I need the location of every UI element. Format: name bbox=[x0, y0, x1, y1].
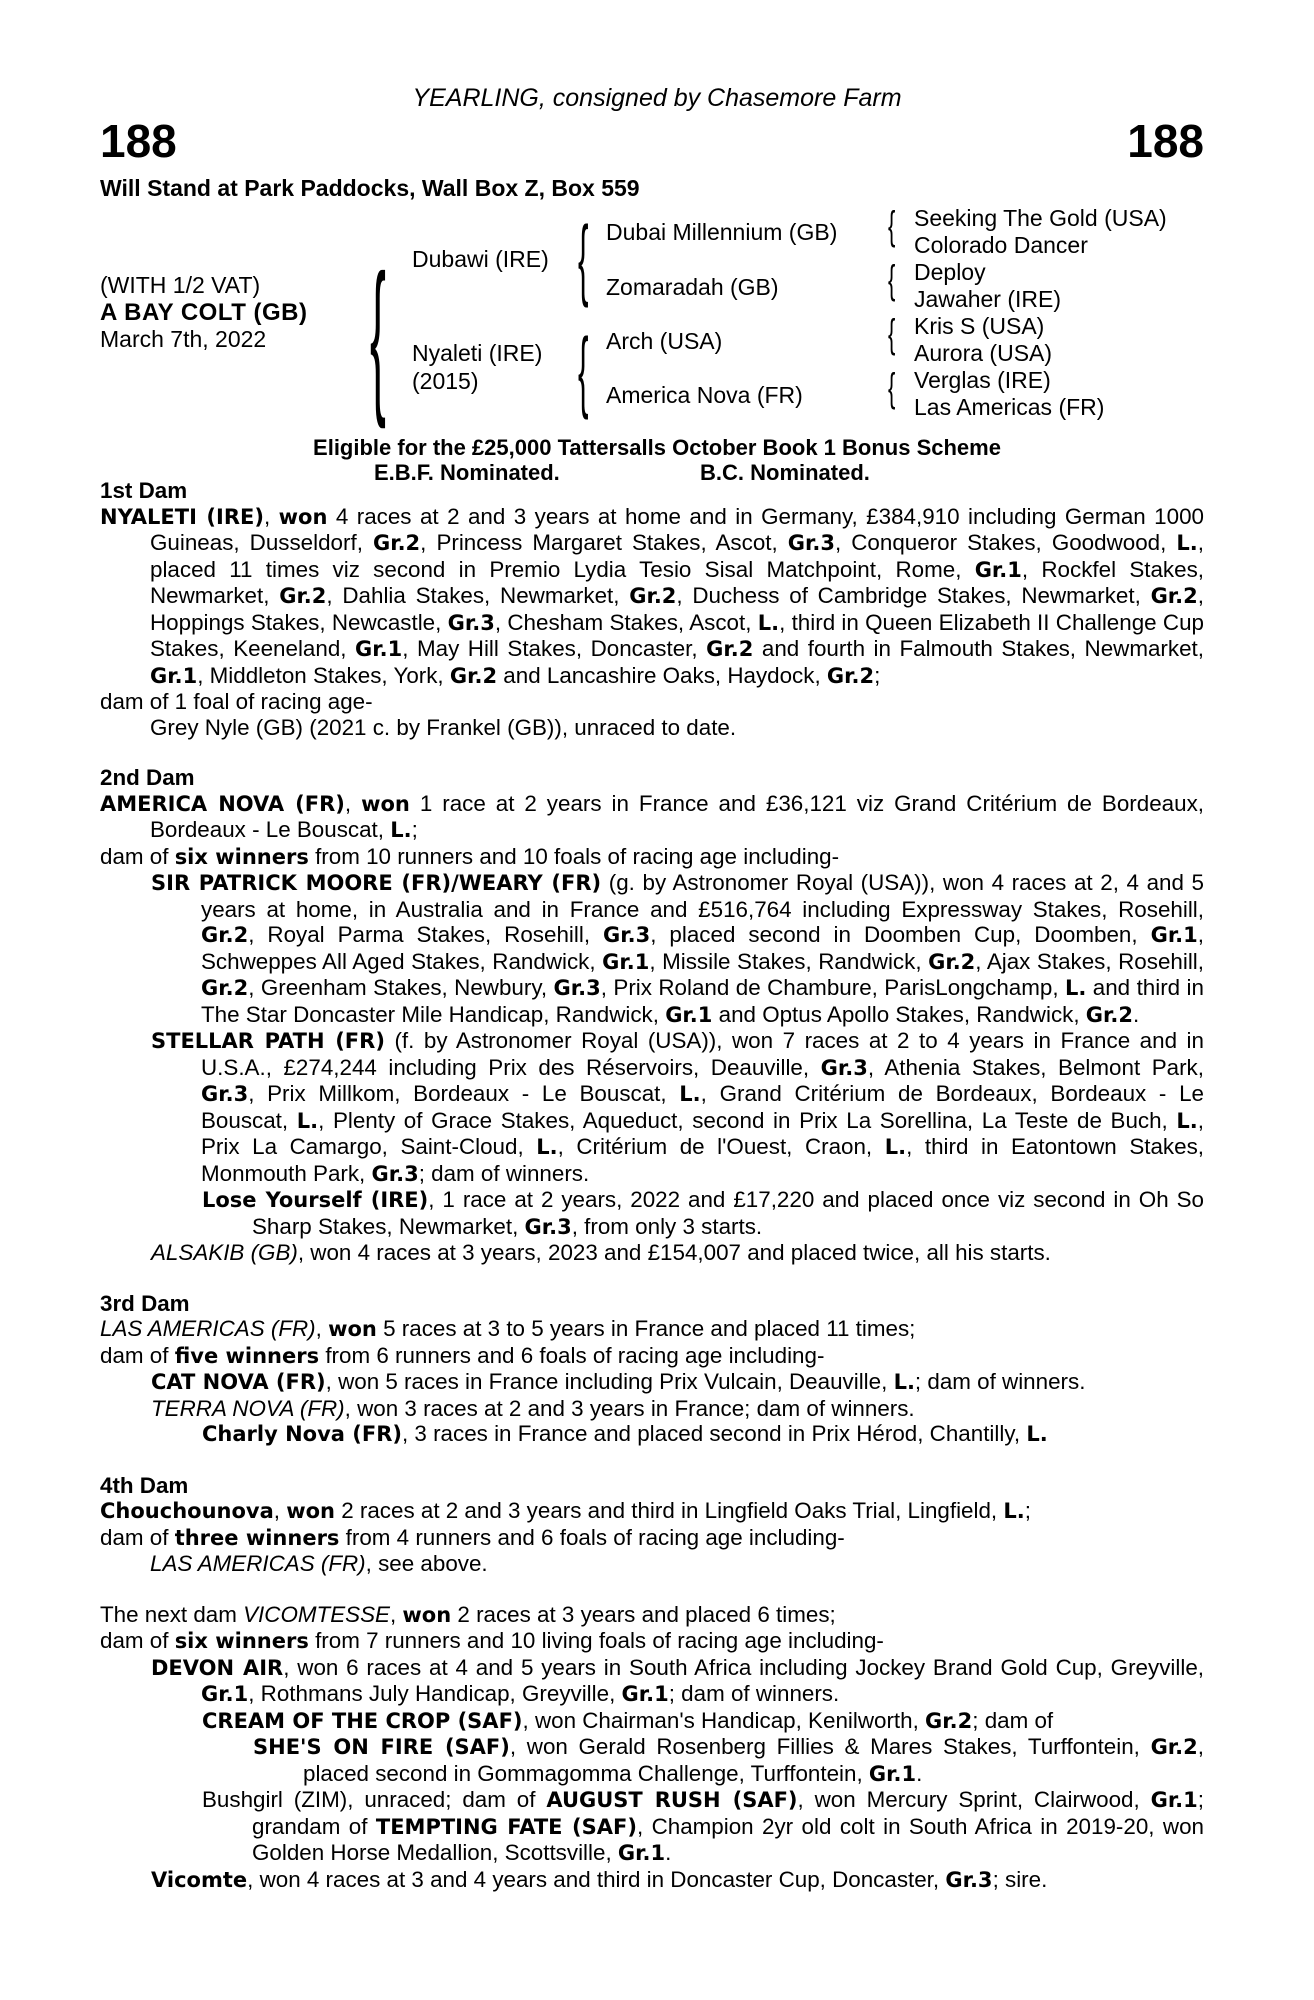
pedigree-entry: AMERICA NOVA (FR), won 1 race at 2 years in France and £36,121 viz Grand Critérium de Bordeaux, Bordeaux - Le Bouscat, L.; bbox=[100, 790, 1204, 842]
bold-text: Gr.2 bbox=[1150, 584, 1198, 608]
pedigree-entry: Bushgirl (ZIM), unraced; dam of AUGUST RUSH (SAF), won Mercury Sprint, Clairwood, Gr.1; grandam of TEMPTING FATE (SAF), Champion 2yr old colt in South Africa in 2019-20, won Golden Horse Medallion, Scottsville, Gr.1. bbox=[202, 1787, 1205, 1865]
bracket-sire: { bbox=[578, 209, 589, 309]
bold-text: Lose Yourself (IRE) bbox=[202, 1188, 429, 1212]
dam-year: (2015) bbox=[412, 368, 479, 394]
bold-text: Gr.3 bbox=[945, 1867, 993, 1892]
italic-name: VICOMTESSE bbox=[243, 1601, 390, 1627]
bold-text: six winners bbox=[174, 1629, 309, 1653]
bold-text: Gr.2 bbox=[372, 531, 421, 555]
bold-text: Gr.1 bbox=[602, 949, 650, 974]
italic-name: LAS AMERICAS (FR) bbox=[150, 1551, 366, 1576]
ancestor-7: Verglas (IRE) bbox=[914, 367, 1051, 393]
bold-text: Gr.1 bbox=[665, 1002, 713, 1027]
ancestor-6: Aurora (USA) bbox=[914, 340, 1053, 366]
pedigree-entry: dam of six winners from 7 runners and 10 living foals of racing age including- bbox=[100, 1628, 884, 1653]
bold-text: L. bbox=[1003, 1499, 1025, 1523]
pedigree-entry: DEVON AIR, won 6 races at 4 and 5 years in South Africa including Jockey Brand Gold Cup, Greyville, Gr.1, Rothmans July Handicap, Greyville, Gr.1; dam of winners. bbox=[151, 1654, 1204, 1706]
bold-text: CAT NOVA (FR) bbox=[151, 1370, 326, 1394]
bracket-dam: { bbox=[578, 321, 589, 421]
bold-text: L. bbox=[757, 610, 780, 635]
consignment-header: YEARLING, consigned by Chasemore Farm bbox=[412, 84, 902, 112]
bold-text: Gr.3 bbox=[524, 1214, 572, 1239]
bold-text: Gr.2 bbox=[925, 1708, 973, 1733]
dam-section bbox=[100, 765, 1204, 1266]
ancestor-1: Seeking The Gold (USA) bbox=[914, 205, 1167, 231]
bold-text: Gr.3 bbox=[787, 531, 835, 555]
section-gap bbox=[100, 1448, 1204, 1473]
bold-text: six winners bbox=[174, 844, 309, 869]
dam-dam: America Nova (FR) bbox=[606, 382, 803, 408]
pedigree-entry: LAS AMERICAS (FR), see above. bbox=[150, 1551, 488, 1576]
bold-text: L. bbox=[679, 1082, 701, 1106]
stand-location: Will Stand at Park Paddocks, Wall Box Z, Box 559 bbox=[100, 175, 640, 201]
bold-text: Gr.3 bbox=[371, 1161, 419, 1186]
bold-text: L. bbox=[1026, 1422, 1048, 1446]
ancestor-4: Jawaher (IRE) bbox=[914, 286, 1061, 312]
dam-section bbox=[100, 1291, 1204, 1448]
pedigree-entry: CREAM OF THE CROP (SAF), won Chairman's Handicap, Kenilworth, Gr.2; dam of bbox=[202, 1707, 1054, 1733]
pedigree-entry: dam of six winners from 10 runners and 10 foals of racing age including- bbox=[100, 843, 840, 869]
bold-text: DEVON AIR bbox=[151, 1655, 284, 1680]
dam-section bbox=[100, 1473, 1204, 1577]
bold-text: L. bbox=[1064, 976, 1087, 1000]
bold-text: Chouchounova bbox=[100, 1499, 274, 1523]
pedigree-entry: dam of three winners from 4 runners and 6 foals of racing age including- bbox=[100, 1524, 845, 1550]
bold-text: L. bbox=[1176, 1108, 1198, 1133]
bold-text: AUGUST RUSH (SAF) bbox=[546, 1788, 798, 1812]
section-heading: 4th Dam bbox=[100, 1472, 189, 1498]
sire: Dubawi (IRE) bbox=[412, 246, 549, 272]
bold-text: Gr.1 bbox=[1150, 1788, 1198, 1812]
bold-text: Gr.1 bbox=[355, 637, 403, 661]
pedigree-entry: TERRA NOVA (FR), won 3 races at 2 and 3 years in France; dam of winners. bbox=[151, 1395, 915, 1421]
ancestor-8: Las Americas (FR) bbox=[914, 394, 1105, 420]
italic-name: LAS AMERICAS (FR) bbox=[100, 1316, 316, 1341]
pedigree-entry: CAT NOVA (FR), won 5 races in France including Prix Vulcain, Deauville, L.; dam of winners. bbox=[151, 1369, 1086, 1394]
bold-text: won bbox=[286, 1499, 335, 1523]
bold-text: won bbox=[328, 1317, 377, 1341]
pedigree-entry: dam of five winners from 6 runners and 6 foals of racing age including- bbox=[100, 1342, 825, 1368]
pedigree-entry: SIR PATRICK MOORE (FR)/WEARY (FR) (g. by Astronomer Royal (USA)), won 4 races at 2, 4 and 5 years at home, in Australia and in France and £516,764 including Expressway Stakes, Rosehill, Gr.2, Royal Parma Stakes, Rosehill, Gr.3, placed second in Doomben Cup, Doomben, Gr.1, Schweppes All Aged Stakes, Randwick, Gr.1, Missile Stakes, Randwick, Gr.2, Ajax Stakes, Rosehill, Gr.2, Greenham Stakes, Newbury, Gr.3, Prix Roland de Chambure, ParisLongchamp, L. and third in The Star Doncaster Mile Handicap, Randwick, Gr.1 and Optus Apollo Stakes, Randwick, Gr.2. bbox=[151, 870, 1205, 1027]
bold-text: Gr.2 bbox=[201, 976, 249, 1000]
pedigree-entry: Charly Nova (FR), 3 races in France and placed second in Prix Hérod, Chantilly, L. bbox=[202, 1421, 1048, 1446]
bold-text: five winners bbox=[174, 1343, 320, 1368]
section-gap bbox=[100, 1577, 1204, 1602]
bracket-g1: { bbox=[888, 204, 896, 248]
sire-sire: Dubai Millennium (GB) bbox=[606, 219, 838, 245]
bold-text: three winners bbox=[174, 1525, 340, 1550]
bold-text: Gr.3 bbox=[603, 923, 651, 947]
bracket-g2: { bbox=[888, 258, 896, 302]
bold-text: L. bbox=[884, 1135, 907, 1159]
bold-text: L. bbox=[1176, 531, 1198, 555]
bold-text: Gr.3 bbox=[820, 1055, 868, 1080]
vat-note: (WITH 1/2 VAT) bbox=[100, 272, 261, 298]
horse-name: A BAY COLT (GB) bbox=[100, 299, 308, 326]
bold-text: Gr.2 bbox=[449, 663, 498, 688]
bold-text: won bbox=[278, 504, 328, 529]
pedigree-entry: ALSAKIB (GB), won 4 races at 3 years, 2023 and £154,007 and placed twice, all his starts. bbox=[151, 1240, 1051, 1265]
bold-text: Gr.1 bbox=[868, 1761, 917, 1786]
bold-text: Gr.2 bbox=[279, 584, 327, 608]
bracket-g4: { bbox=[888, 366, 896, 410]
section-gap bbox=[100, 740, 1204, 765]
bracket-horse: { bbox=[370, 240, 386, 430]
ancestor-3: Deploy bbox=[914, 259, 986, 285]
bold-text: Gr.2 bbox=[629, 584, 677, 608]
bold-text: Gr.1 bbox=[621, 1682, 669, 1706]
bold-text: NYALETI (IRE) bbox=[100, 504, 264, 529]
bold-text: Gr.3 bbox=[553, 976, 601, 1000]
italic-name: ALSAKIB (GB) bbox=[151, 1240, 298, 1265]
sire-dam: Zomaradah (GB) bbox=[606, 274, 779, 300]
pedigree-entry: STELLAR PATH (FR) (f. by Astronomer Royal (USA)), won 7 races at 2 to 4 years in France and in U.S.A., £274,244 including Prix des Réservoirs, Deauville, Gr.3, Athenia Stakes, Belmont Park, Gr.3, Prix Millkom, Bordeaux - Le Bouscat, L., Grand Critérium de Bordeaux, Bordeaux - Le Bouscat, L., Plenty of Grace Stakes, Aqueduct, second in Prix La Sorellina, La Teste de Buch, L., Prix La Camargo, Saint-Cloud, L., Critérium de l'Ouest, Craon, L., third in Eatontown Stakes, Monmouth Park, Gr.3; dam of winners. bbox=[151, 1028, 1204, 1186]
bold-text: Vicomte bbox=[151, 1867, 248, 1892]
bold-text: Gr.3 bbox=[447, 610, 495, 635]
bold-text: STELLAR PATH (FR) bbox=[151, 1029, 385, 1053]
bold-text: Gr.2 bbox=[1150, 1735, 1198, 1759]
bold-text: L. bbox=[390, 818, 412, 842]
pedigree-entry: Grey Nyle (GB) (2021 c. by Frankel (GB)), unraced to date. bbox=[150, 714, 737, 740]
bold-text: Charly Nova (FR) bbox=[202, 1422, 402, 1446]
bold-text: L. bbox=[893, 1370, 915, 1394]
pedigree-entry: Vicomte, won 4 races at 3 and 4 years and third in Doncaster Cup, Doncaster, Gr.3; sire. bbox=[151, 1866, 1048, 1892]
catalogue-body bbox=[100, 478, 1204, 1893]
bold-text: Gr.1 bbox=[617, 1841, 666, 1865]
pedigree-entry: Lose Yourself (IRE), 1 race at 2 years, 2022 and £17,220 and placed once viz second in Oh So Sharp Stakes, Newmarket, Gr.3, from only 3 starts. bbox=[202, 1187, 1204, 1239]
dam-section bbox=[100, 1602, 1204, 1894]
bold-text: SHE'S ON FIRE (SAF) bbox=[253, 1735, 510, 1759]
bold-text: Gr.2 bbox=[928, 949, 976, 974]
bc-nominated: B.C. Nominated. bbox=[700, 460, 870, 485]
bold-text: L. bbox=[536, 1135, 558, 1159]
pedigree-entry: LAS AMERICAS (FR), won 5 races at 3 to 5 years in France and placed 11 times; bbox=[100, 1316, 916, 1341]
section-gap bbox=[100, 1266, 1204, 1291]
ebf-nominated: E.B.F. Nominated. bbox=[374, 460, 560, 485]
section-heading: 3rd Dam bbox=[100, 1290, 190, 1316]
pedigree-entry: NYALETI (IRE), won 4 races at 2 and 3 years at home and in Germany, £384,910 including German 1000 Guineas, Dusseldorf, Gr.2, Princess Margaret Stakes, Ascot, Gr.3, Conqueror Stakes, Goodwood, L., placed 11 times viz second in Premio Lydia Tesio Sisal Matchpoint, Rome, Gr.1, Rockfel Stakes, Newmarket, Gr.2, Dahlia Stakes, Newmarket, Gr.2, Duchess of Cambridge Stakes, Newmarket, Gr.2, Hoppings Stakes, Newcastle, Gr.3, Chesham Stakes, Ascot, L., third in Queen Elizabeth II Challenge Cup Stakes, Keeneland, Gr.1, May Hill Stakes, Doncaster, Gr.2 and fourth in Falmouth Stakes, Newmarket, Gr.1, Middleton Stakes, York, Gr.2 and Lancashire Oaks, Haydock, Gr.2; bbox=[100, 503, 1204, 688]
bold-text: Gr.2 bbox=[706, 637, 754, 661]
bold-text: Gr.1 bbox=[201, 1682, 249, 1706]
bold-text: Gr.1 bbox=[1150, 923, 1198, 947]
dam-sire: Arch (USA) bbox=[606, 328, 723, 354]
italic-name: TERRA NOVA (FR) bbox=[151, 1395, 345, 1421]
bold-text: CREAM OF THE CROP (SAF) bbox=[202, 1708, 523, 1733]
bold-text: Gr.2 bbox=[826, 663, 875, 688]
section-heading: 2nd Dam bbox=[100, 765, 195, 790]
bracket-g3: { bbox=[888, 312, 896, 356]
bold-text: AMERICA NOVA (FR) bbox=[100, 791, 345, 816]
foaling-date: March 7th, 2022 bbox=[100, 326, 267, 352]
pedigree-entry: dam of 1 foal of racing age- bbox=[100, 689, 373, 714]
ancestor-2: Colorado Dancer bbox=[914, 232, 1088, 258]
bold-text: Gr.2 bbox=[1085, 1002, 1133, 1027]
pedigree-entry: Chouchounova, won 2 races at 2 and 3 years and third in Lingfield Oaks Trial, Lingfield, L.; bbox=[100, 1498, 1031, 1523]
pedigree-entry: The next dam VICOMTESSE, won 2 races at 3 years and placed 6 times; bbox=[100, 1601, 836, 1627]
lot-number-right: 188 bbox=[1127, 115, 1204, 167]
bold-text: Gr.3 bbox=[201, 1082, 249, 1106]
bold-text: TEMPTING FATE (SAF) bbox=[375, 1814, 637, 1839]
bonus-scheme: Eligible for the £25,000 Tattersalls October Book 1 Bonus Scheme bbox=[313, 435, 1001, 460]
bold-text: won bbox=[361, 791, 410, 816]
lot-number-left: 188 bbox=[100, 115, 177, 167]
bold-text: L. bbox=[296, 1108, 319, 1133]
ancestor-5: Kris S (USA) bbox=[914, 313, 1045, 339]
bold-text: Gr.1 bbox=[974, 557, 1022, 582]
bold-text: SIR PATRICK MOORE (FR)/WEARY (FR) bbox=[151, 871, 602, 895]
dam: Nyaleti (IRE) bbox=[412, 340, 543, 366]
pedigree-entry: SHE'S ON FIRE (SAF), won Gerald Rosenberg Fillies & Mares Stakes, Turffontein, Gr.2, placed second in Gommagomma Challenge, Turffontein, Gr.1. bbox=[253, 1734, 1204, 1786]
dam-section bbox=[100, 478, 1204, 740]
bold-text: Gr.2 bbox=[201, 923, 249, 947]
bold-text: Gr.1 bbox=[150, 663, 198, 688]
bold-text: won bbox=[402, 1602, 452, 1627]
section-heading: 1st Dam bbox=[100, 478, 188, 503]
